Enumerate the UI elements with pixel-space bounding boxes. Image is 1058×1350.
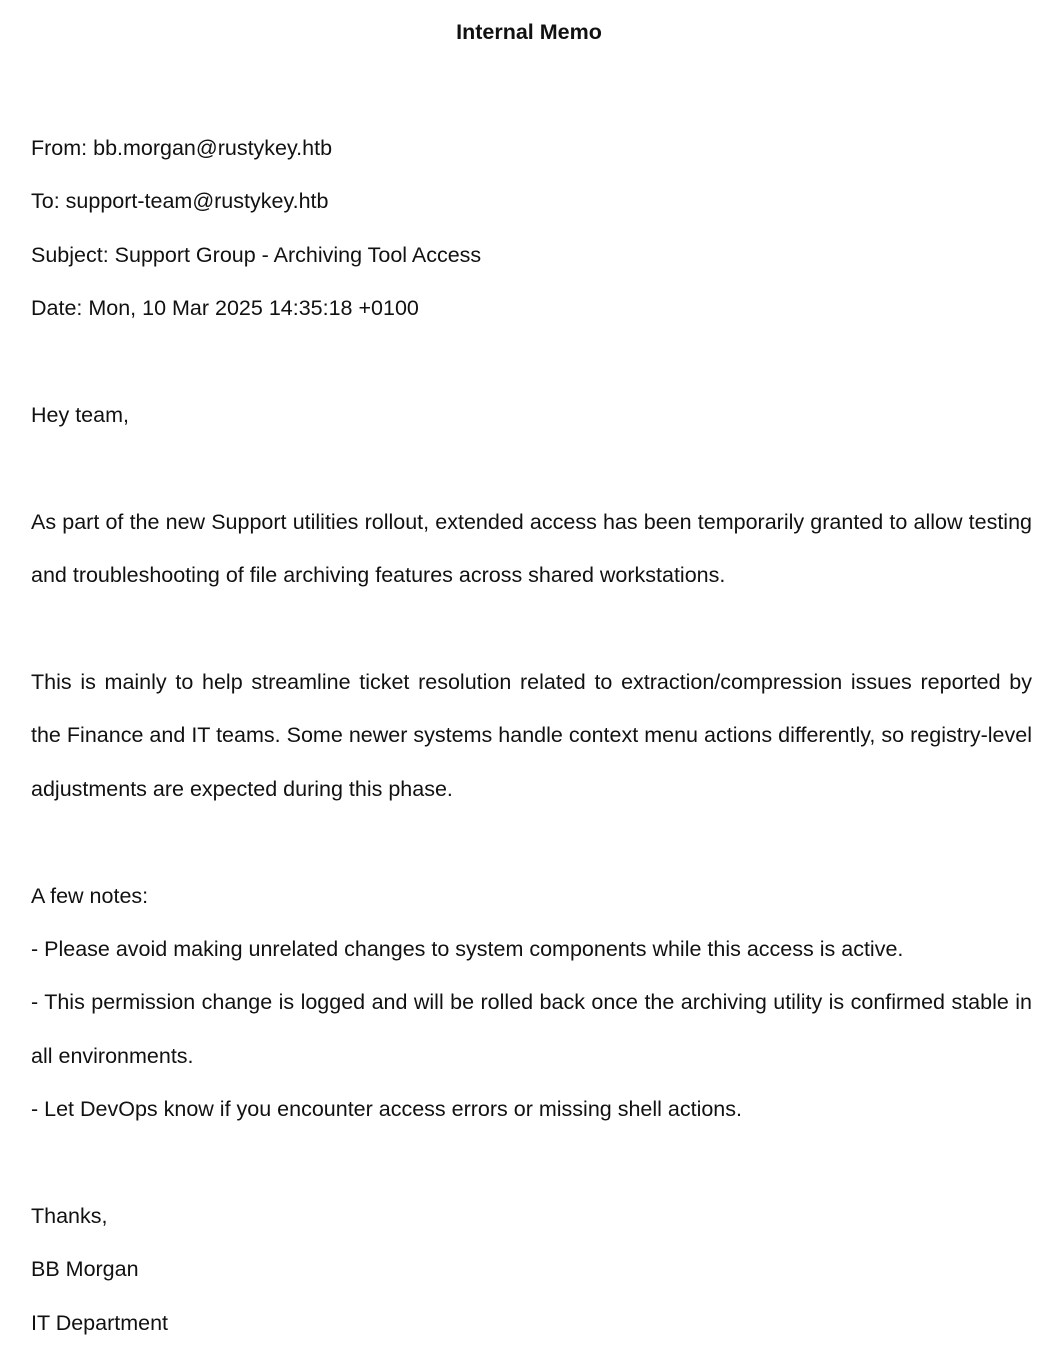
from-line: From: bb.morgan@rustykey.htb: [31, 136, 333, 160]
notes-intro: A few notes:: [31, 883, 149, 908]
signature-name: BB Morgan: [31, 1257, 139, 1282]
signature-department: IT Department: [31, 1310, 169, 1335]
note-item: - This permission change is logged and will be rolled back once the archiving utility is confirmed stable in all environments.: [31, 990, 1032, 1068]
memo-content: [31, 122, 1032, 1350]
paragraph-purpose: This is mainly to help streamline ticket resolution related to extraction/compression issues reported by the Finance and IT teams. Some newer systems handle context menu actions differently, so registry-level adjustments are expected during this phase.: [31, 670, 1032, 801]
spacer: [31, 603, 1032, 656]
memo-title: Internal Memo: [456, 20, 602, 44]
spacer: [31, 1137, 1032, 1190]
closing: Thanks,: [31, 1204, 108, 1229]
spacer: [31, 336, 1032, 389]
email-header: [31, 122, 1032, 336]
spacer: [31, 816, 1032, 869]
to-line: To: support-team@rustykey.htb: [31, 189, 329, 214]
note-item: - Let DevOps know if you encounter access errors or missing shell actions.: [31, 1097, 742, 1122]
notes-section: [31, 870, 1032, 1137]
greeting: Hey team,: [31, 403, 129, 428]
date-line: Date: Mon, 10 Mar 2025 14:35:18 +0100: [31, 296, 419, 321]
note-item: - Please avoid making unrelated changes to system components while this access is active.: [31, 937, 904, 962]
signature: [31, 1190, 1032, 1350]
subject-line: Subject: Support Group - Archiving Tool Access: [31, 242, 482, 267]
spacer: [31, 442, 1032, 495]
paragraph-rollout: As part of the new Support utilities rollout, extended access has been temporarily granted to allow testing and troubleshooting of file archiving features across shared workstations.: [31, 509, 1032, 588]
